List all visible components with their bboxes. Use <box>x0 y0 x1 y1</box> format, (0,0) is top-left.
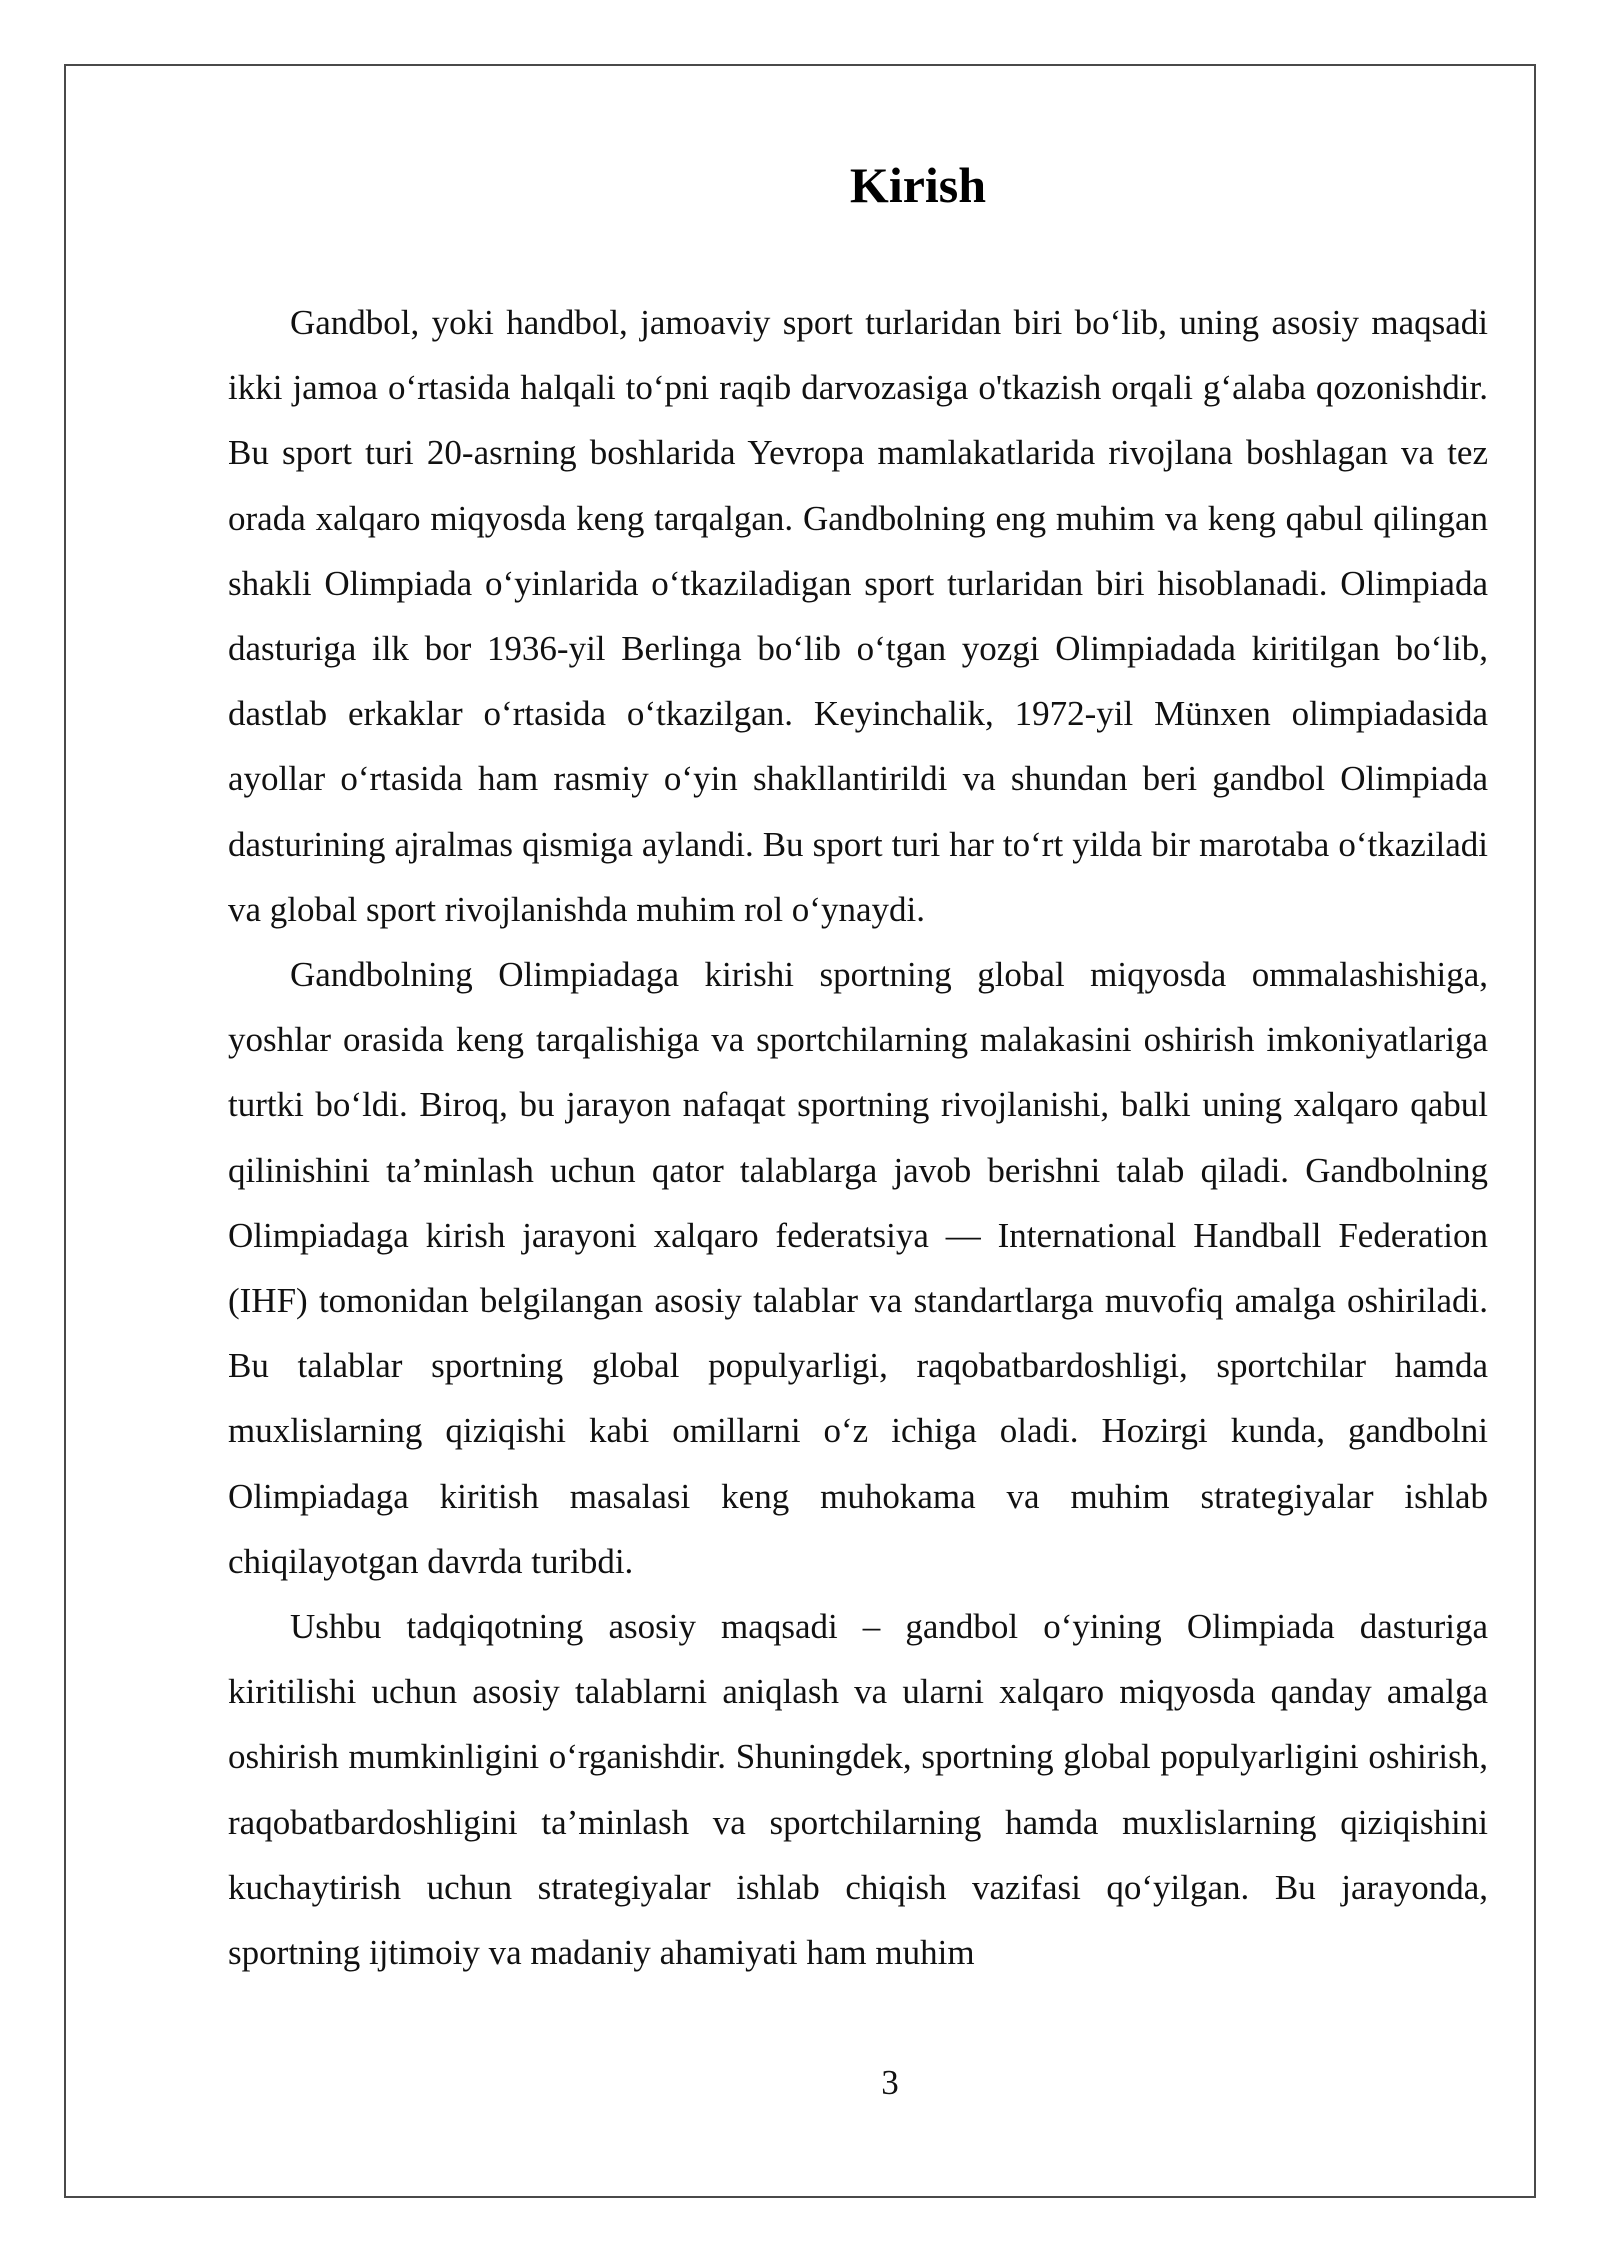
body-text <box>228 290 1488 1985</box>
page-number: 3 <box>881 2063 899 2102</box>
paragraph-3: Ushbu tadqiqotning asosiy maqsadi – gandbol o‘yining Olimpiada dasturiga kiritilishi uchun asosiy talablarni aniqlash va ularni xalqaro miqyosda qanday amalga oshirish mumkinligini o‘rganishdir. Shuningdek, sportning global populyarligini oshirish, raqobatbardoshligini ta’minlash va sportchilarning hamda muxlislarning qiziqishini kuchaytirish uchun strategiyalar ishlab chiqish vazifasi qo‘yilgan. Bu jarayonda, sportning ijtimoiy va madaniy ahamiyati ham muhim <box>228 1607 1488 1973</box>
page-title: Kirish <box>849 157 987 213</box>
paragraph-1: Gandbol, yoki handbol, jamoaviy sport turlaridan biri bo‘lib, uning asosiy maqsadi ikki jamoa o‘rtasida halqali to‘pni raqib darvozasiga o'tkazish orqali g‘alaba qozonishdir. Bu sport turi 20-asrning boshlarida Yevropa mamlakatlarida rivojlana boshlagan va tez orada xalqaro miqyosda keng tarqalgan. Gandbolning eng muhim va keng qabul qilingan shakli Olimpiada o‘yinlarida o‘tkaziladigan sport turlaridan biri hisoblanadi. Olimpiada dasturiga ilk bor 1936-yil Berlinga bo‘lib o‘tgan yozgi Olimpiadada kiritilgan bo‘lib, dastlab erkaklar o‘rtasida o‘tkazilgan. Keyinchalik, 1972-yil Münxen olimpiadasida ayollar o‘rtasida ham rasmiy o‘yin shakllantirildi va shundan beri gandbol Olimpiada dasturining ajralmas qismiga aylandi. Bu sport turi har to‘rt yilda bir marotaba o‘tkaziladi va global sport rivojlanishda muhim rol o‘ynaydi. <box>228 303 1488 929</box>
paragraph-2: Gandbolning Olimpiadaga kirishi sportning global miqyosda ommalashishiga, yoshlar orasida keng tarqalishiga va sportchilarning malakasini oshirish imkoniyatlariga turtki bo‘ldi. Biroq, bu jarayon nafaqat sportning rivojlanishi, balki uning xalqaro qabul qilinishini ta’minlash uchun qator talablarga javob berishni talab qiladi. Gandbolning Olimpiadaga kirish jarayoni xalqaro federatsiya — International Handball Federation (IHF) tomonidan belgilangan asosiy talablar va standartlarga muvofiq amalga oshiriladi. Bu talablar sportning global populyarligi, raqobatbardoshligi, sportchilar hamda muxlislarning qiziqishi kabi omillarni o‘z ichiga oladi. Hozirgi kunda, gandbolni Olimpiadaga kiritish masalasi keng muhokama va muhim strategiyalar ishlab chiqilayotgan davrda turibdi. <box>228 955 1488 1581</box>
page-content <box>228 150 1488 1985</box>
